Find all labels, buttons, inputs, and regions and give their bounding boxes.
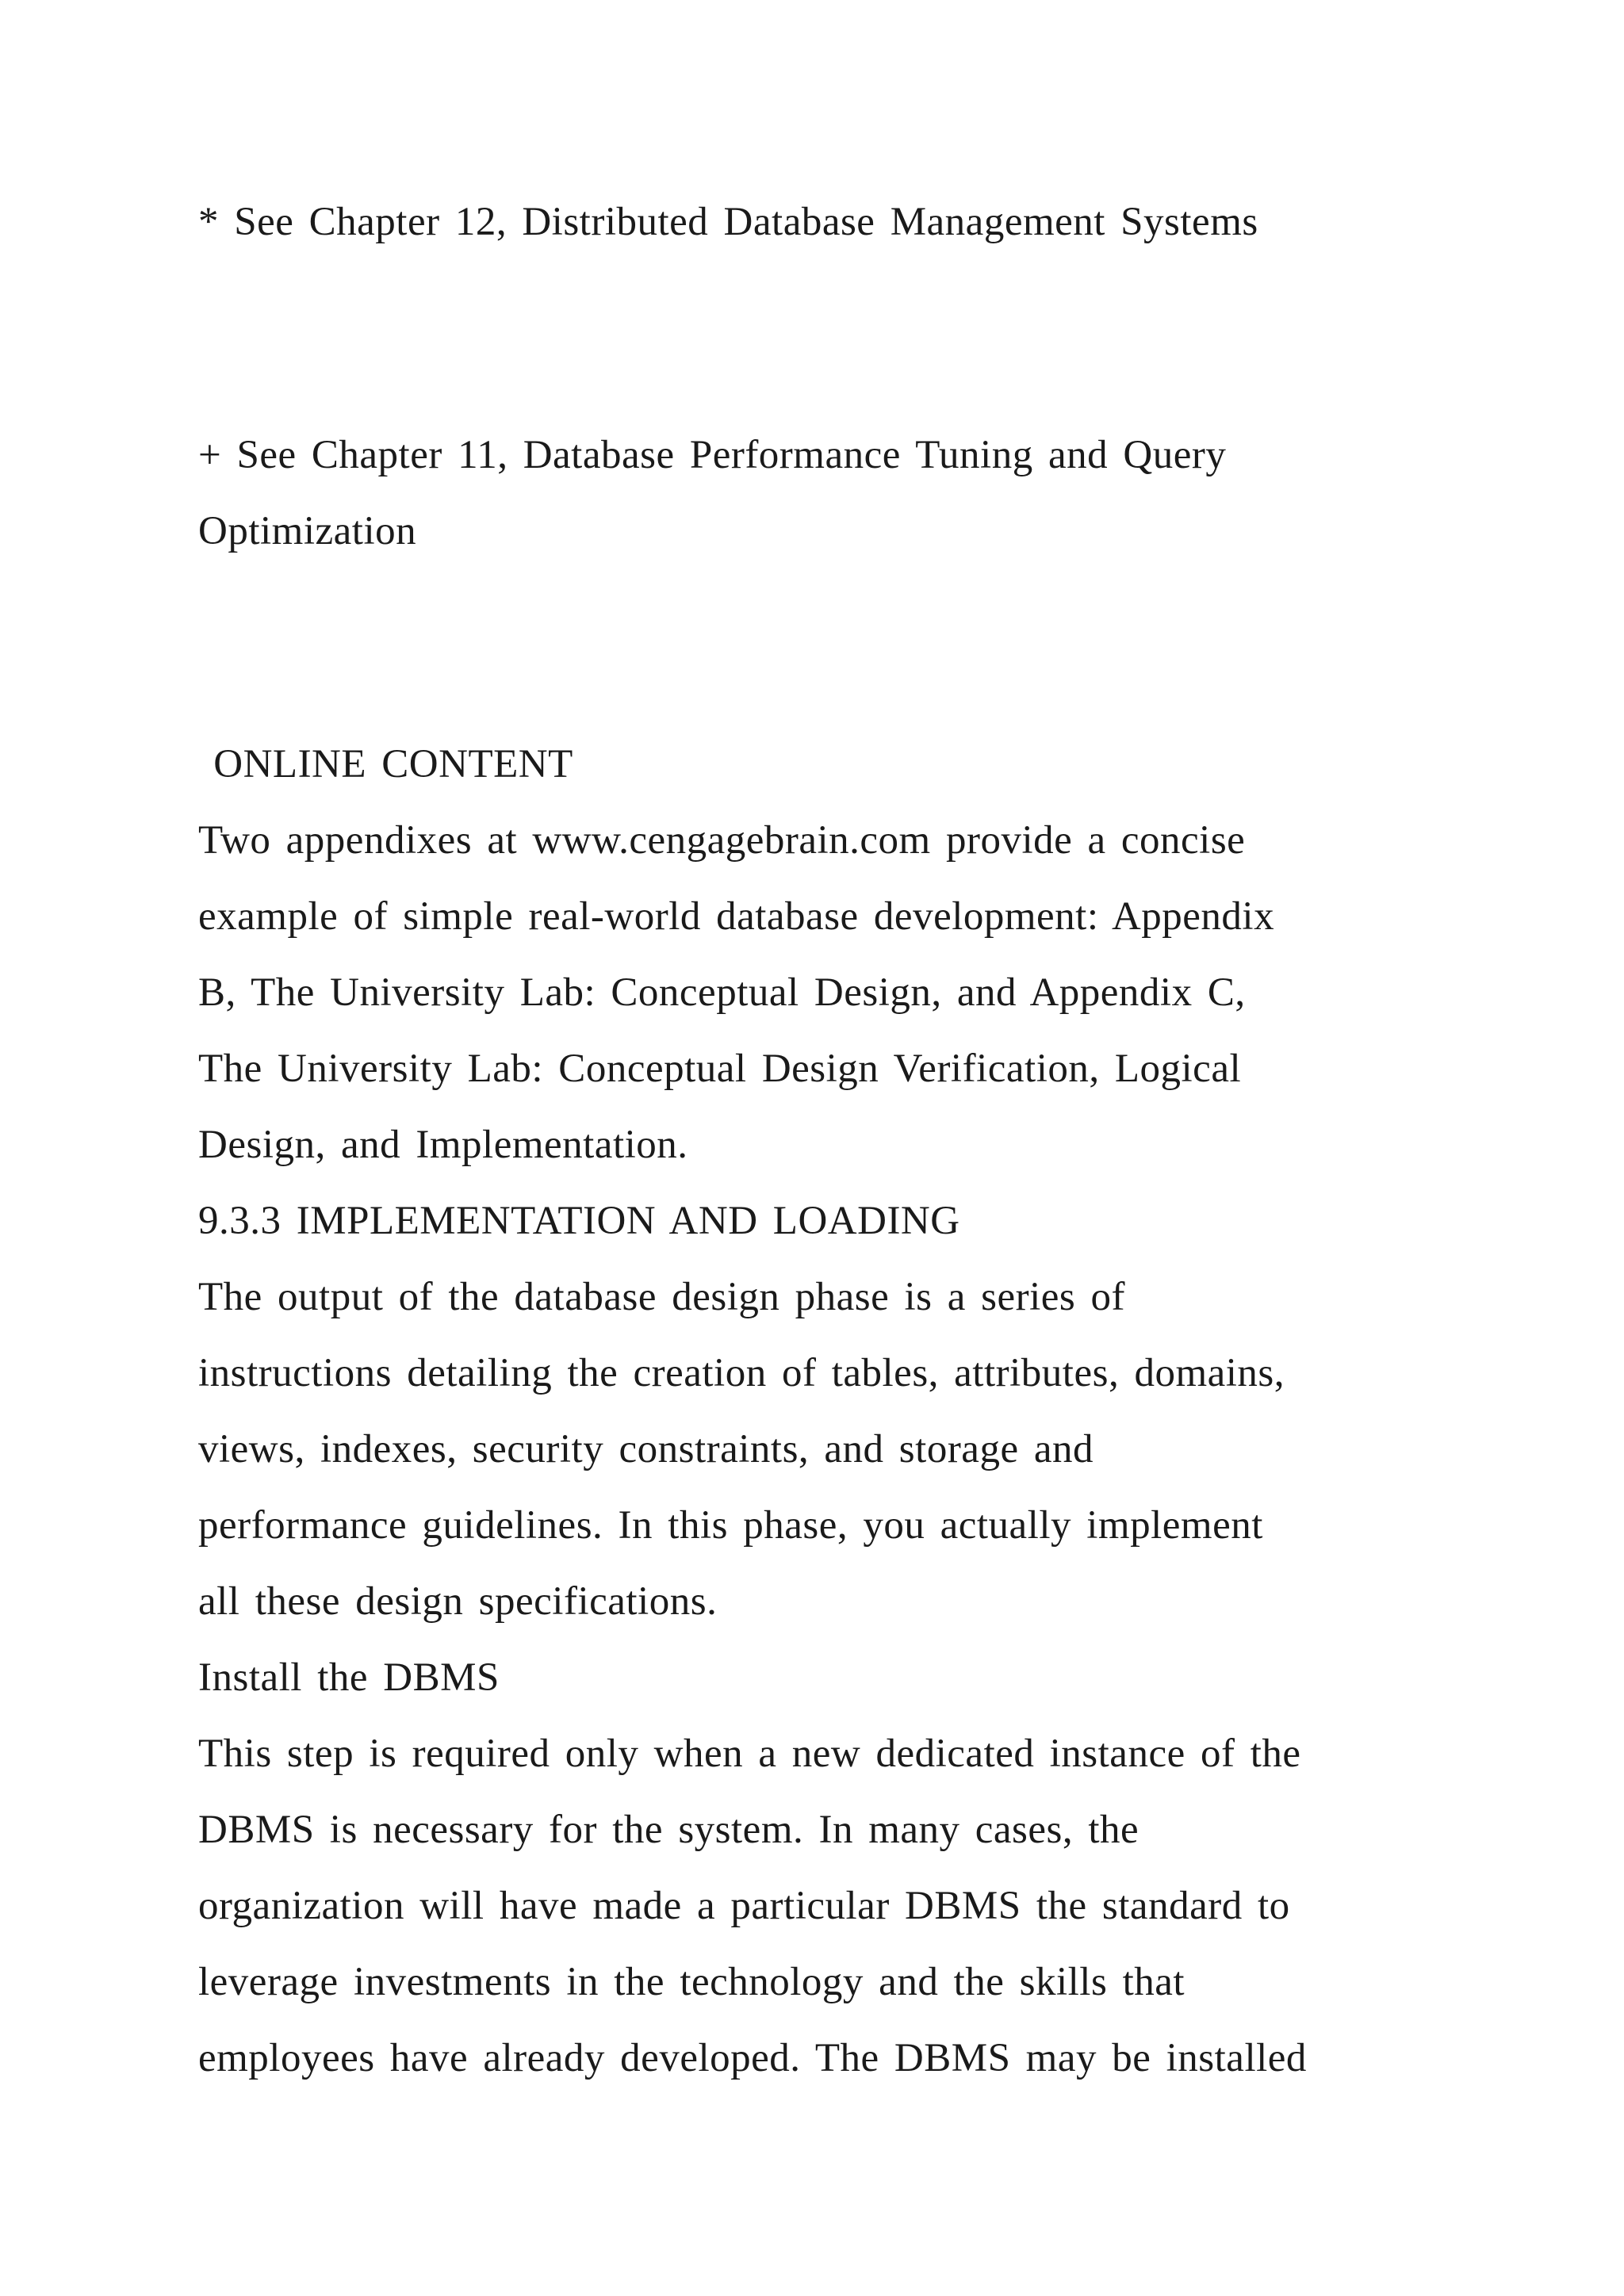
subsection-paragraph-line: This step is required only when a new dedicated instance of the — [198, 1732, 1301, 1776]
section-paragraph-line: instructions detailing the creation of tables, attributes, domains, — [198, 1351, 1285, 1395]
online-content-line: B, The University Lab: Conceptual Design, and Appendix C, — [198, 970, 1246, 1015]
footnote-performance-line-2: Optimization — [198, 509, 417, 553]
online-content-line: Two appendixes at www.cengagebrain.com provide a concise — [198, 818, 1246, 863]
subsection-heading: Install the DBMS — [198, 1655, 500, 1700]
online-content-line: example of simple real-world database development: Appendix — [198, 894, 1275, 939]
online-content-line: The University Lab: Conceptual Design Verification, Logical — [198, 1047, 1242, 1091]
online-content-line: Design, and Implementation. — [198, 1123, 688, 1167]
online-content-heading: ONLINE CONTENT — [198, 742, 573, 786]
footnote-distributed: * See Chapter 12, Distributed Database Management Systems — [198, 200, 1258, 244]
subsection-paragraph-line: leverage investments in the technology and the skills that — [198, 1960, 1185, 2004]
subsection-paragraph-line: organization will have made a particular DBMS the standard to — [198, 1884, 1290, 1928]
section-heading: 9.3.3 IMPLEMENTATION AND LOADING — [198, 1199, 960, 1243]
subsection-paragraph-line: DBMS is necessary for the system. In many cases, the — [198, 1808, 1139, 1852]
footnote-performance-line-1: + See Chapter 11, Database Performance Tuning and Query — [198, 433, 1227, 477]
section-paragraph-line: The output of the database design phase is a series of — [198, 1275, 1126, 1319]
section-paragraph-line: views, indexes, security constraints, and storage and — [198, 1427, 1094, 1471]
section-paragraph-line: all these design specifications. — [198, 1579, 718, 1624]
subsection-paragraph-line: employees have already developed. The DBMS may be installed — [198, 2036, 1307, 2080]
section-paragraph-line: performance guidelines. In this phase, you actually implement — [198, 1503, 1263, 1548]
